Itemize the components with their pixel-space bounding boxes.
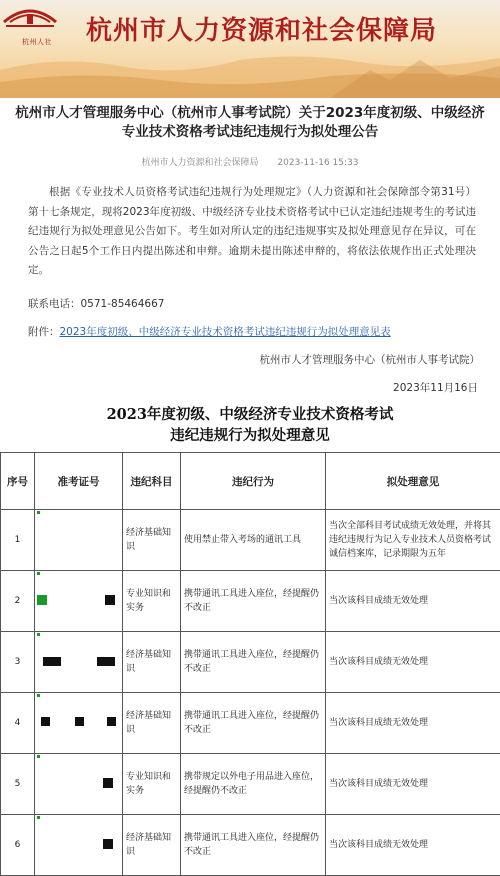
table-title <box>0 404 500 446</box>
contact-phone: 0571-85464667 <box>81 298 165 310</box>
row-subject: 专业知识和实务 <box>123 571 181 632</box>
header-subject: 违纪科目 <box>123 453 181 510</box>
table-row <box>1 632 500 693</box>
row-behavior: 携带通讯工具进入座位，经提醒仍不改正 <box>181 815 326 876</box>
table-title-line2: 违纪违规行为拟处理意见 <box>0 425 500 446</box>
row-decision: 当次该科目成绩无效处理 <box>326 632 500 693</box>
hangzhou-hrss-logo <box>0 0 60 34</box>
header-no: 序号 <box>1 453 35 510</box>
table-row <box>1 571 500 632</box>
row-decision: 当次该科目成绩无效处理 <box>326 754 500 815</box>
article-headline: 杭州市人才管理服务中心（杭州市人事考试院）关于2023年度初级、中级经济专业技术资格考试违纪违规行为拟处理公告 <box>14 104 486 142</box>
logo-caption: 杭州人社 <box>22 37 52 47</box>
ticket-redacted <box>35 754 123 815</box>
row-subject: 经济基础知识 <box>123 693 181 754</box>
row-no: 3 <box>1 632 35 693</box>
ticket-redacted <box>35 571 123 632</box>
table-header-row <box>1 453 500 510</box>
article-body: 根据《专业技术人员资格考试违纪违规行为处理规定》（人力资源和社会保障部令第31号）第十七条规定，现将2023年度初级、中级经济专业技术资格考试中已认定违纪违规考生的考试违纪违规行为拟处理意见公告如下。考生如对所认定的违纪违规事实及拟处理意见存在异议，可在公告之日起5个工作日内提出陈述和申辩。逾期未提出陈述申辩的，将依法依规作出正式处理决定。 <box>28 183 476 281</box>
table-row <box>1 754 500 815</box>
row-subject: 专业知识和实务 <box>123 754 181 815</box>
article-source: 杭州市人力资源和社会保障局 <box>142 158 259 168</box>
row-decision: 当次该科目成绩无效处理 <box>326 815 500 876</box>
row-subject: 经济基础知识 <box>123 510 181 571</box>
attachment-label: 附件： <box>28 326 60 338</box>
ticket-redacted <box>35 510 123 571</box>
table-row <box>1 815 500 876</box>
row-decision: 当次该科目成绩无效处理 <box>326 693 500 754</box>
ticket-redacted <box>35 815 123 876</box>
row-no: 2 <box>1 571 35 632</box>
article-meta <box>0 155 500 168</box>
row-behavior: 使用禁止带入考场的通讯工具 <box>181 510 326 571</box>
banner-title: 杭州市人力资源和社会保障局 <box>86 10 437 47</box>
row-behavior: 携带通讯工具进入座位，经提醒仍不改正 <box>181 632 326 693</box>
attachment-line <box>28 324 391 339</box>
row-no: 4 <box>1 693 35 754</box>
table-title-line1: 2023年度初级、中级经济专业技术资格考试 <box>0 404 500 425</box>
row-behavior: 携带通讯工具进入座位，经提醒仍不改正 <box>181 693 326 754</box>
contact-label: 联系电话： <box>28 298 81 310</box>
header-behavior: 违纪行为 <box>181 453 326 510</box>
ticket-redacted <box>35 693 123 754</box>
row-subject: 经济基础知识 <box>123 632 181 693</box>
header-ticket: 准考证号 <box>35 453 123 510</box>
row-no: 1 <box>1 510 35 571</box>
article-published: 2023-11-16 15:33 <box>277 158 358 168</box>
ticket-redacted <box>35 632 123 693</box>
attachment-link[interactable]: 2023年度初级、中级经济专业技术资格考试违纪违规行为拟处理意见表 <box>60 326 391 338</box>
contact-line <box>28 296 164 311</box>
signature: 杭州市人才管理服务中心（杭州市人事考试院） <box>260 352 481 367</box>
header-decision: 拟处理意见 <box>326 453 500 510</box>
row-decision: 当次该科目成绩无效处理 <box>326 571 500 632</box>
row-behavior: 携带通讯工具进入座位，经提醒仍不改正 <box>181 571 326 632</box>
violation-table <box>0 452 500 876</box>
table-row <box>1 693 500 754</box>
row-behavior: 携带规定以外电子用品进入座位，经提醒仍不改正 <box>181 754 326 815</box>
publish-date: 2023年11月16日 <box>393 380 478 395</box>
row-subject: 经济基础知识 <box>123 815 181 876</box>
row-decision: 当次全部科目考试成绩无效处理，并将其违纪违规行为记入专业技术人员资格考试诚信档案库，记录期限为五年 <box>326 510 500 571</box>
row-no: 5 <box>1 754 35 815</box>
row-no: 6 <box>1 815 35 876</box>
table-row <box>1 510 500 571</box>
site-banner <box>0 0 500 98</box>
